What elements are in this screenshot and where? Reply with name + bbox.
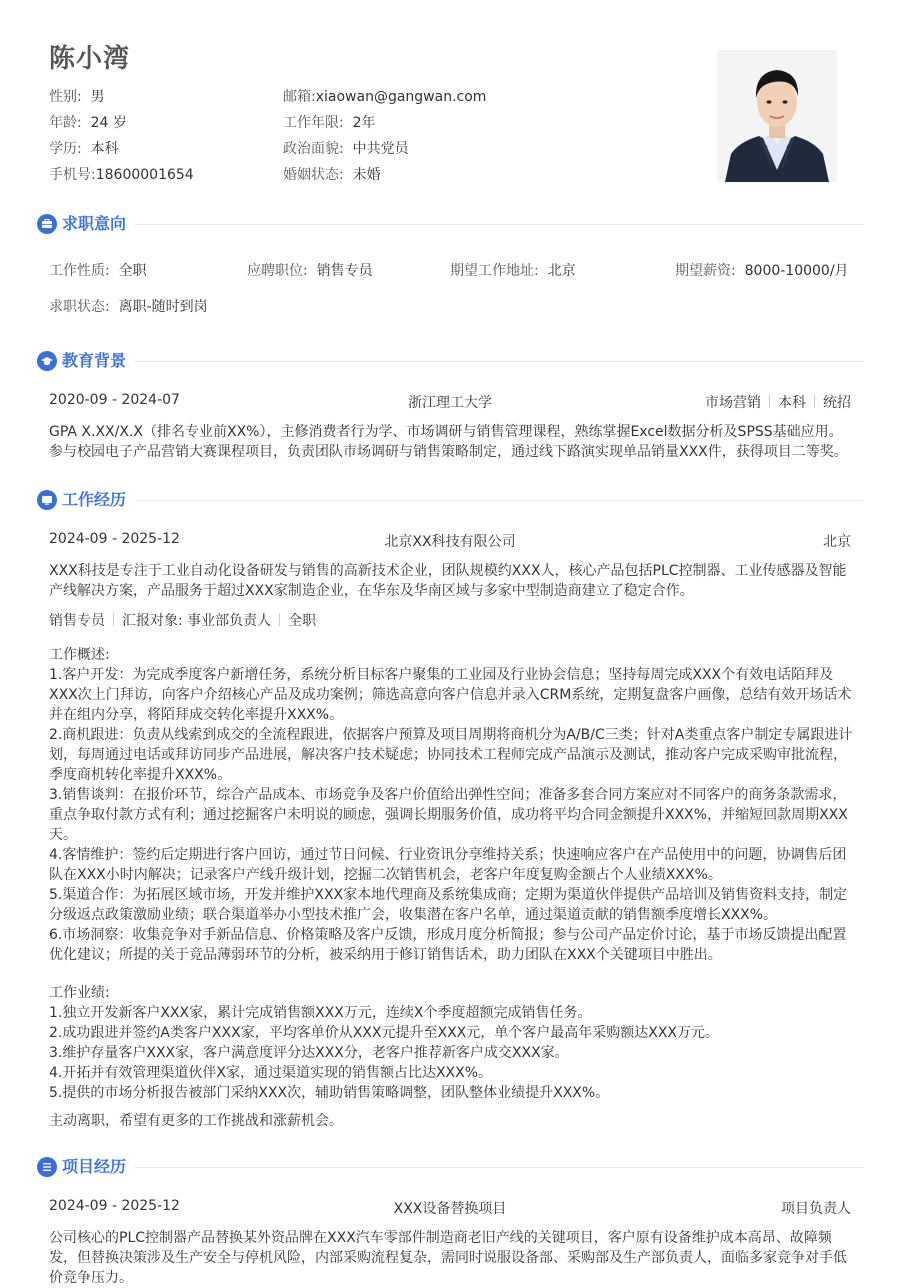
- job-location-label: 期望工作地址:: [450, 263, 539, 279]
- achievements-title: 工作业绩:: [49, 985, 110, 1001]
- section-title: 教育背景: [62, 351, 127, 370]
- section-title: 求职意向: [62, 214, 127, 233]
- education-type: 统招: [823, 395, 851, 411]
- age-row: [49, 112, 127, 132]
- work-period: 2024-09 - 2025-12: [49, 531, 180, 547]
- education-row: [49, 138, 119, 158]
- gender-value: 男: [90, 89, 105, 105]
- job-position: [247, 260, 373, 280]
- work-overview: [49, 645, 853, 965]
- phone-label: 手机号:: [49, 167, 96, 183]
- work-report: 汇报对象: 事业部负责人: [122, 613, 272, 629]
- section-divider: [135, 361, 863, 362]
- job-nature-value: 全职: [118, 263, 147, 279]
- marital-value: 未婚: [352, 167, 381, 183]
- work-job-type: 全职: [288, 613, 317, 629]
- education-degree: 本科: [778, 395, 806, 411]
- years-label: 工作年限:: [283, 115, 344, 131]
- project-description: 公司核心的PLC控制器产品替换某外资品牌在XXX汽车零部件制造商老旧产线的关键项目，客户原有设备维护成本高昂、故障频发，但替换决策涉及生产安全与停机风险，内部采购流程复杂，需同时说服设备部、采购部及生产部负责人，面临多家竞争对手低价竞争压力。: [49, 1230, 847, 1286]
- achievement-item: 2.成功跟进并签约A类客户XXX家，平均客单价从XXX元提升至XXX元，单个客户最高年采购额达XXX万元。: [49, 1025, 720, 1041]
- marital-row: [283, 164, 381, 184]
- section-divider: [135, 500, 863, 501]
- leave-reason: 主动离职，希望有更多的工作挑战和涨薪机会。: [49, 1113, 343, 1129]
- phone-value: 18600001654: [95, 167, 194, 183]
- project-period: 2024-09 - 2025-12: [49, 1198, 180, 1214]
- email-label: 邮箱:: [283, 89, 316, 105]
- education-meta: [600, 392, 851, 412]
- gender-label: 性别:: [49, 89, 82, 105]
- education-major: 市场营销: [705, 395, 761, 411]
- job-salary: [675, 260, 849, 280]
- achievement-item: 3.维护存量客户XXX家，客户满意度评分达XXX分，老客户推荐新客户成交XXX家。: [49, 1045, 569, 1061]
- politics-value: 中共党员: [352, 141, 409, 157]
- work-achievements: [49, 983, 853, 1103]
- work-role-meta: [49, 610, 316, 630]
- separator: [769, 395, 770, 408]
- section-divider: [135, 224, 863, 225]
- job-nature-label: 工作性质:: [49, 263, 110, 279]
- achievement-item: 5.提供的市场分析报告被部门采纳XXX次，辅助销售策略调整，团队整体业绩提升XXX%。: [49, 1085, 610, 1101]
- gender-row: [49, 86, 105, 106]
- profile-photo: [717, 50, 837, 182]
- overview-item: 2.商机跟进：负责从线索到成交的全流程跟进，依据客户预算及项目周期将商机分为A/B/C三类；针对A类重点客户制定专属跟进计划，每周通过电话或拜访同步产品进展，解决客户技术疑虑；协同技术工程师完成产品演示及测试，推动客户完成采购审批流程，季度商机转化率提升XXX%。: [49, 727, 853, 783]
- education-value: 本科: [90, 141, 119, 157]
- work-city: 北京: [823, 534, 851, 550]
- separator: [814, 395, 815, 408]
- achievement-item: 4.开拓并有效管理渠道伙伴X家，通过渠道实现的销售额占比达XXX%。: [49, 1065, 493, 1081]
- graduation-cap-icon: [37, 351, 57, 371]
- age-value: 24 岁: [90, 115, 127, 131]
- job-salary-label: 期望薪资:: [675, 263, 736, 279]
- section-work: [37, 489, 863, 511]
- job-location: [450, 260, 576, 280]
- monitor-icon: [37, 490, 57, 510]
- list-icon: [37, 1157, 57, 1177]
- politics-row: [283, 138, 409, 158]
- achievement-item: 1.独立开发新客户XXX家，累计完成销售额XXX万元，连续X个季度超额完成销售任务。: [49, 1005, 592, 1021]
- years-value: 2年: [352, 115, 376, 131]
- section-job-intent: [37, 213, 863, 235]
- overview-item: 4.客情维护：签约后定期进行客户回访，通过节日问候、行业资讯分享维持关系；快速响应客户在产品使用中的问题，协调售后团队在XXX小时内解决；记录客户产线升级计划，挖掘二次销售机会，老客户年度复购金额占个人业绩XXX%。: [49, 847, 847, 883]
- section-title: 工作经历: [62, 490, 127, 509]
- marital-label: 婚姻状态:: [283, 167, 344, 183]
- briefcase-icon: [37, 214, 57, 234]
- section-education: [37, 350, 863, 372]
- section-title: 项目经历: [62, 1157, 127, 1176]
- education-period: 2020-09 - 2024-07: [49, 392, 180, 408]
- years-row: [283, 112, 376, 132]
- email-row: [283, 86, 486, 106]
- job-nature: [49, 260, 147, 280]
- overview-item: 6.市场洞察：收集竞争对手新品信息、价格策略及客户反馈，形成月度分析简报；参与公司产品定价讨论，基于市场反馈提出配置优化建议；所提的关于竞品薄弱环节的分析，被采纳用于修订销售话术，助力团队在XXX个关键项目中胜出。: [49, 927, 847, 963]
- work-company: 北京XX科技有限公司: [384, 534, 516, 550]
- section-divider: [135, 1167, 863, 1168]
- overview-item: 3.销售谈判：在报价环节，综合产品成本、市场竞争及客户价值给出弹性空间；准备多套合同方案应对不同客户的商务条款需求，重点争取付款方式有利；通过挖掘客户未明说的顾虑，强调长期服务价值，成功将平均合同金额提升XXX%，并缩短回款周期XXX天。: [49, 787, 848, 843]
- portrait-illustration: [717, 50, 837, 182]
- project-role: 项目负责人: [781, 1201, 851, 1217]
- company-description: XXX科技是专注于工业自动化设备研发与销售的高新技术企业，团队规模约XXX人，核心产品包括PLC控制器、工业传感器及智能产线解决方案，产品服务于超过XXX家制造企业，在华东及华南区域与多家中型制造商建立了稳定合作。: [49, 563, 847, 599]
- education-school: 浙江理工大学: [408, 395, 492, 411]
- overview-item: 5.渠道合作：为拓展区域市场，开发并维护XXX家本地代理商及系统集成商；定期为渠道伙伴提供产品培训及销售资料支持，制定分级返点政策激励业绩；联合渠道举办小型技术推广会，收集潜在客户名单，通过渠道贡献的销售额季度增长XXX%。: [49, 887, 848, 923]
- job-salary-value: 8000-10000/月: [744, 263, 849, 279]
- section-project: [37, 1156, 863, 1178]
- project-name: XXX设备替换项目: [393, 1201, 507, 1217]
- education-desc-line: GPA X.XX/X.X（排名专业前XX%），主修消费者行为学、市场调研与销售管理课程，熟练掌握Excel数据分析及SPSS基础应用。: [49, 424, 843, 440]
- email-value: xiaowan@gangwan.com: [315, 89, 487, 105]
- separator: [113, 613, 114, 626]
- job-position-value: 销售专员: [316, 263, 373, 279]
- education-description: [49, 422, 853, 462]
- separator: [279, 613, 280, 626]
- job-status: [49, 296, 208, 316]
- education-desc-line: 参与校园电子产品营销大赛课程项目，负责团队市场调研与销售策略制定，通过线下路演实现单品销量XXX件，获得项目二等奖。: [49, 444, 848, 460]
- job-position-label: 应聘职位:: [247, 263, 308, 279]
- phone-row: [49, 164, 194, 184]
- age-label: 年龄:: [49, 115, 82, 131]
- overview-title: 工作概述:: [49, 647, 110, 663]
- job-status-value: 离职-随时到岗: [118, 299, 208, 315]
- work-role: 销售专员: [49, 613, 105, 629]
- education-label: 学历:: [49, 141, 82, 157]
- candidate-name: 陈小湾: [49, 44, 131, 74]
- overview-item: 1.客户开发：为完成季度客户新增任务，系统分析目标客户聚集的工业园及行业协会信息；坚持每周完成XXX个有效电话陌拜及XXX次上门拜访，向客户介绍核心产品及成功案例；筛选高意向客户信息并录入CRM系统，定期复盘客户画像，总结有效开场话术并在组内分享，将陌拜成交转化率提升XXX%。: [49, 667, 852, 723]
- job-location-value: 北京: [547, 263, 576, 279]
- politics-label: 政治面貌:: [283, 141, 344, 157]
- job-status-label: 求职状态:: [49, 299, 110, 315]
